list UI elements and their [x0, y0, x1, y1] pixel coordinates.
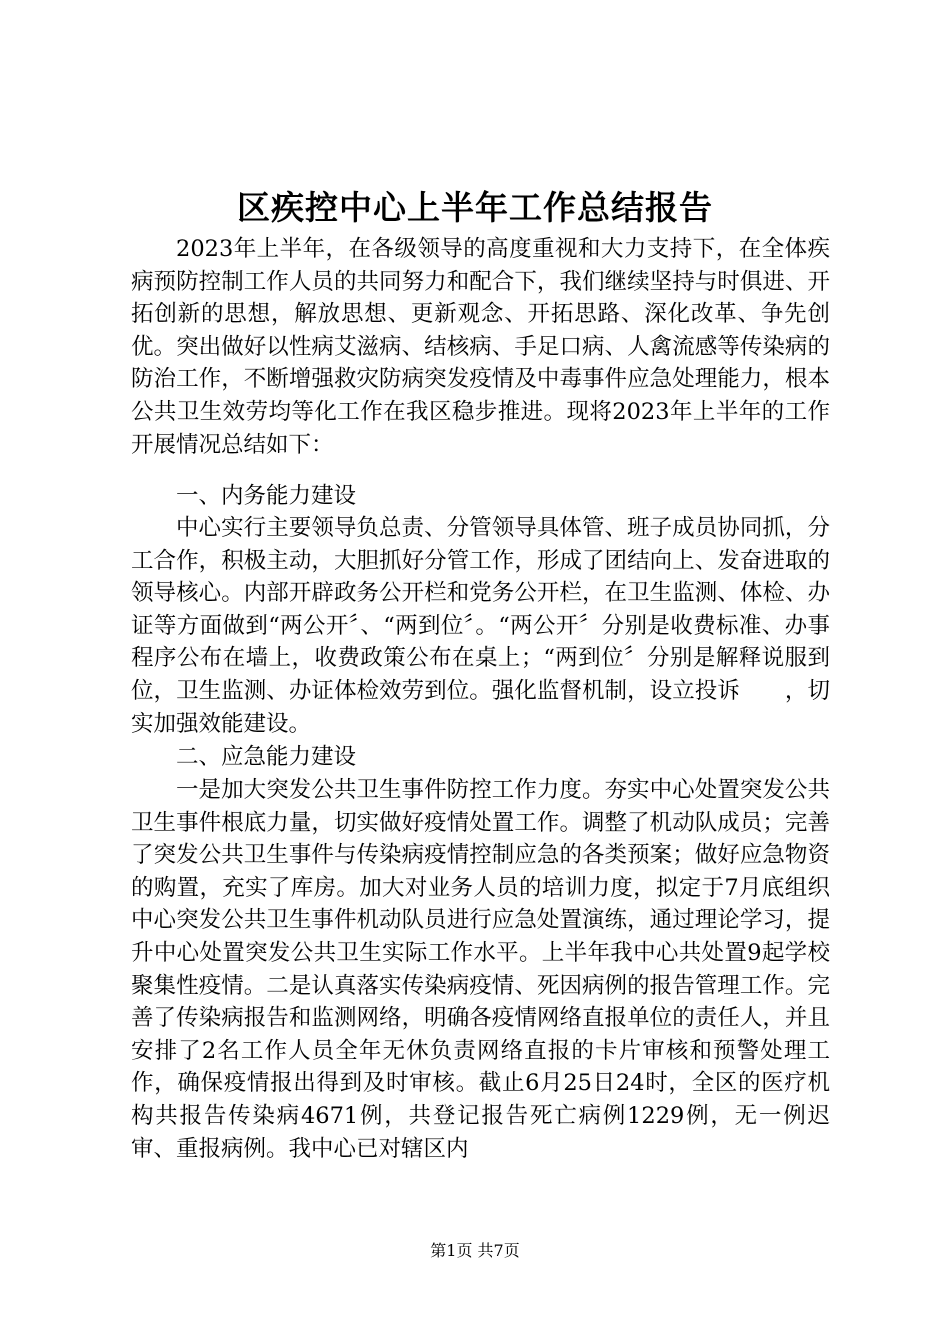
intro-paragraph: 2023年上半年，在各级领导的高度重视和大力支持下，在全体疾病预防控制工作人员的共同努力和配合下，我们继续坚持与时俱进、开拓创新的思想，解放思想、更新观念、开拓思路、深化改革、争先创优。突出做好以性病艾滋病、结核病、手足口病、人禽流感等传染病的防治工作，不断增强救灾防病突发疫情及中毒事件应急处理能力，根本公共卫生效劳均等化工作在我区稳步推进。现将2023年上半年的工作开展情况总结如下： — [131, 236, 830, 458]
section-body-internal-capacity: 中心实行主要领导负总责、分管领导具体管、班子成员协同抓，分工合作，积极主动，大胆抓好分管工作，形成了团结向上、发奋进取的领导核心。内部开辟政务公开栏和党务公开栏，在卫生监测、体检、办证等方面做到“两公开〞、“两到位〞。“两公开〞分别是收费标准、办事程序公布在墙上，收费政策公布在桌上；“两到位〞分别是解释说服到位，卫生监测、办证体检效劳到位。强化监督机制，设立投诉 ，切实加强效能建设。 — [131, 515, 830, 737]
page-footer: 第1页 共7页 — [430, 1241, 520, 1260]
document-title: 区疾控中心上半年工作总结报告 — [237, 188, 713, 227]
section-heading-internal-capacity: 一、内务能力建设 — [176, 483, 357, 509]
section-body-emergency-capacity: 一是加大突发公共卫生事件防控工作力度。夯实中心处置突发公共卫生事件根底力量，切实做好疫情处置工作。调整了机动队成员；完善了突发公共卫生事件与传染病疫情控制应急的各类预案；做好应急物资的购置，充实了库房。加大对业务人员的培训力度，拟定于7月底组织中心突发公共卫生事件机动队员进行应急处置演练，通过理论学习，提升中心处置突发公共卫生实际工作水平。上半年我中心共处置9起学校聚集性疫情。二是认真落实传染病疫情、死因病例的报告管理工作。完善了传染病报告和监测网络，明确各疫情网络直报单位的责任人，并且安排了2名工作人员全年无休负责网络直报的卡片审核和预警处理工作，确保疫情报出得到及时审核。截止6月25日24时，全区的医疗机构共报告传染病4671例，共登记报告死亡病例1229例，无一例迟审、重报病例。我中心已对辖区内 — [131, 777, 830, 1162]
section-heading-emergency-capacity: 二、应急能力建设 — [176, 744, 357, 770]
